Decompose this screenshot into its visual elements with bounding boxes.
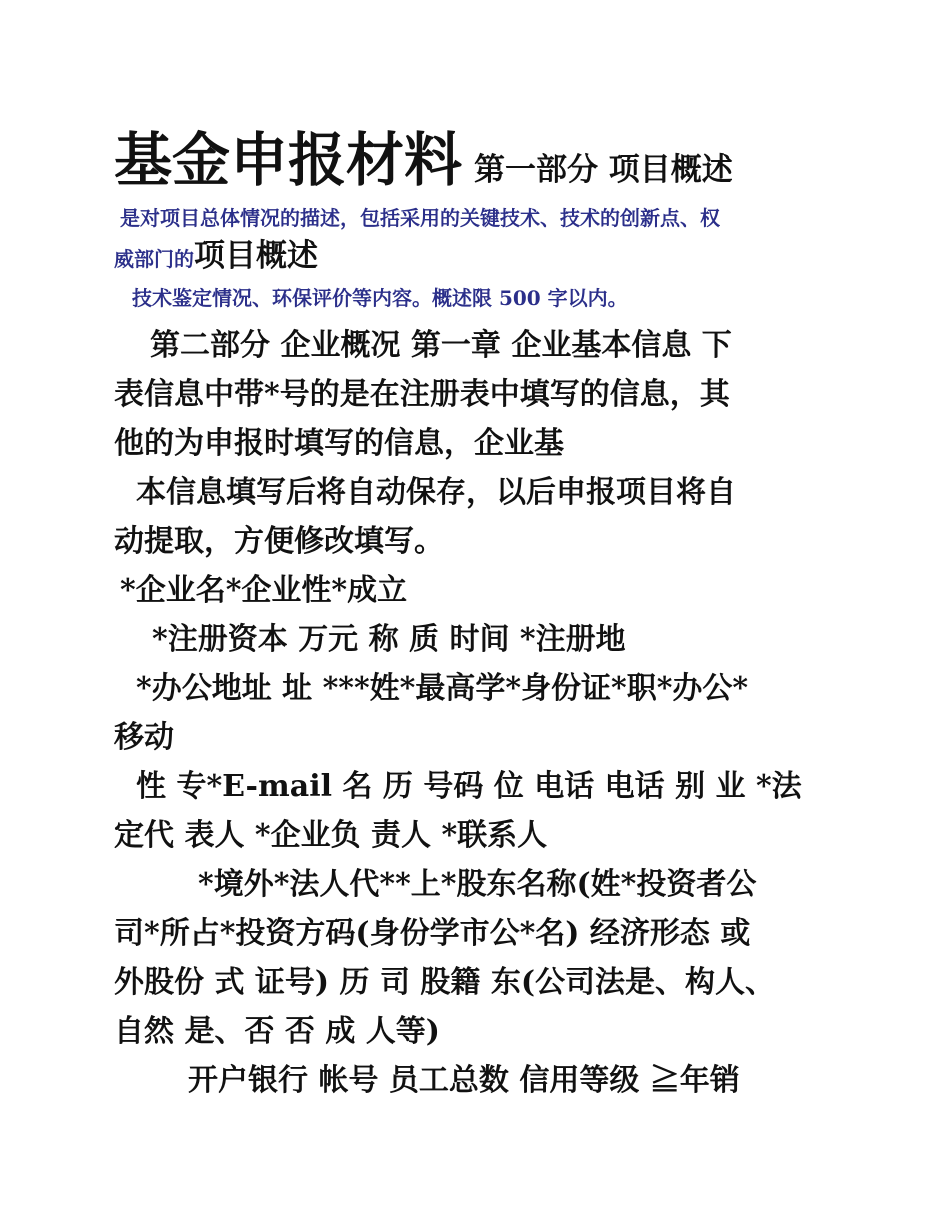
- body-line: *企业名*企业性*成立: [120, 573, 408, 608]
- body-line: 开户银行 帐号 员工总数 信用等级 ≧年销: [188, 1063, 740, 1098]
- body-line: 他的为申报时填写的信息，企业基: [114, 426, 564, 461]
- document-page: [114, 118, 834, 1105]
- body-line: *办公地址 址 ***姓*最高学*身份证*职*办公*: [136, 671, 749, 706]
- section-heading: 第一部分 项目概述: [474, 152, 733, 188]
- body-line: 动提取，方便修改填写。: [114, 524, 444, 559]
- overview-description-line: 是对项目总体情况的描述，包括采用的关键技术、技术的创新点、权: [120, 206, 720, 230]
- title-line: [114, 118, 834, 202]
- body-line: 自然 是、否 否 成 人等): [114, 1014, 440, 1049]
- body-line: 第二部分 企业概况 第一章 企业基本信息 下: [150, 328, 732, 363]
- overview-heading: 项目概述: [194, 238, 318, 274]
- document-title: 基金申报材料: [114, 126, 463, 194]
- overview-description-line: [114, 234, 834, 281]
- body-line: 外股份 式 证号) 历 司 股籍 东(公司法是、构人、: [114, 965, 776, 1000]
- body-line: *注册资本 万元 称 质 时间 *注册地: [152, 622, 626, 657]
- body-line: 表信息中带*号的是在注册表中填写的信息，其: [114, 377, 730, 412]
- body-line: 司*所占*投资方码(身份学市公*名) 经济形态 或: [114, 916, 751, 951]
- overview-description-line: 技术鉴定情况、环保评价等内容。概述限 500 字以内。: [132, 286, 628, 310]
- body-line: 定代 表人 *企业负 责人 *联系人: [114, 818, 548, 853]
- overview-prefix: 威部门的: [114, 247, 194, 271]
- body-line: *境外*法人代**上*股东名称(姓*投资者公: [198, 867, 757, 902]
- body-line: 本信息填写后将自动保存，以后申报项目将自: [136, 475, 736, 510]
- body-line: 性 专*E-mail 名 历 号码 位 电话 电话 别 业 *法: [136, 769, 802, 804]
- body-text: [114, 321, 834, 1105]
- body-line: 移动: [114, 720, 174, 755]
